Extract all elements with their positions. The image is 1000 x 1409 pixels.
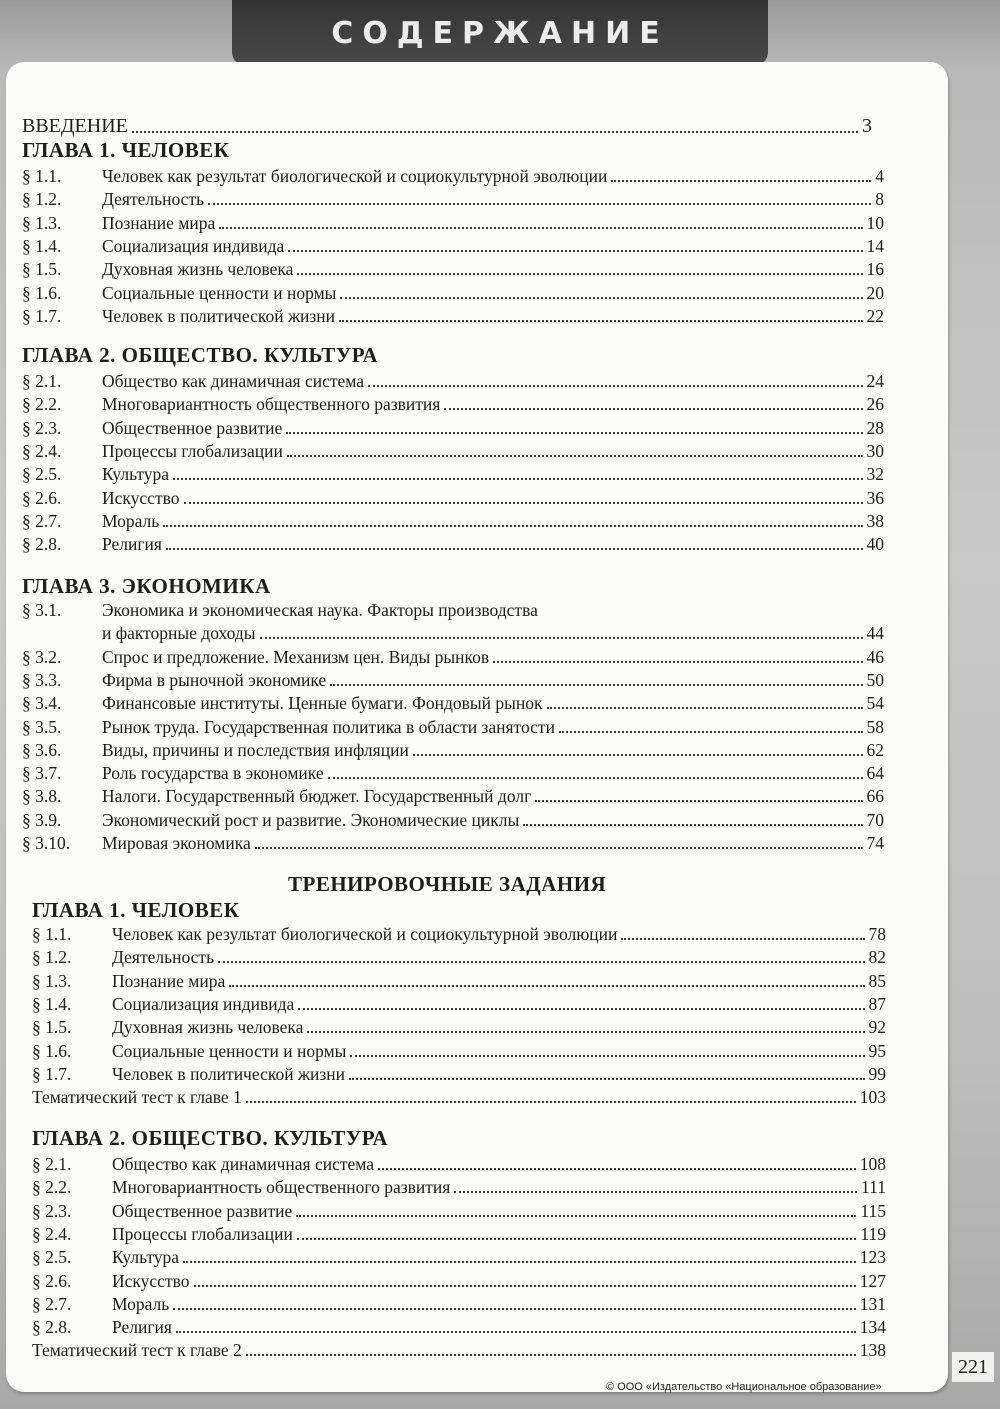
- toc-entry[interactable]: [32, 1316, 886, 1338]
- section-number: § 2.2.: [32, 1177, 72, 1198]
- toc-entry[interactable]: [22, 188, 884, 210]
- entry-title: Культура: [112, 1247, 180, 1268]
- dot-leader: [298, 1008, 864, 1010]
- dot-leader: [286, 432, 862, 434]
- dot-leader: [547, 707, 863, 709]
- toc-entry[interactable]: [22, 370, 884, 392]
- toc-entry[interactable]: [32, 1063, 886, 1085]
- section-number: § 2.8.: [32, 1317, 72, 1338]
- entry-title: Деятельность: [112, 947, 215, 968]
- section-number: § 1.6.: [32, 1040, 72, 1061]
- entry-title: Спрос и предложение. Механизм цен. Виды рынков: [102, 646, 490, 667]
- entry-page: 8: [875, 189, 884, 210]
- toc-entry[interactable]: [32, 1339, 886, 1361]
- dot-leader: [297, 273, 862, 275]
- toc-entry[interactable]: [32, 923, 886, 945]
- entry-title: Познание мира: [102, 212, 216, 233]
- entry-title: Человек в политической жизни: [112, 1063, 346, 1084]
- section-number: § 2.8.: [22, 534, 62, 555]
- dot-leader: [444, 408, 862, 410]
- entry-title: Процессы глобализации: [112, 1223, 293, 1244]
- dot-leader: [166, 548, 863, 550]
- entry-title: Социализация индивида: [102, 235, 285, 256]
- toc-entry[interactable]: [22, 646, 884, 668]
- dot-leader: [184, 502, 863, 504]
- toc-entry[interactable]: [32, 1016, 886, 1038]
- entry-title: Духовная жизнь человека: [102, 259, 294, 280]
- entry-title: Деятельность: [102, 189, 205, 210]
- dot-leader: [413, 754, 863, 756]
- section-number: § 3.7.: [22, 763, 62, 784]
- dot-leader: [454, 1191, 857, 1193]
- entry-title: Социальные ценности и нормы: [112, 1040, 347, 1061]
- toc-entry[interactable]: [22, 114, 872, 138]
- entry-page: 92: [868, 1017, 886, 1038]
- entry-page: 36: [866, 487, 884, 508]
- section-number: § 1.7.: [32, 1063, 72, 1084]
- entry-title: Духовная жизнь человека: [112, 1017, 304, 1038]
- chapter-heading: ГЛАВА 1. ЧЕЛОВЕК: [22, 138, 230, 162]
- dot-leader: [218, 961, 864, 963]
- dot-leader: [350, 1055, 864, 1057]
- toc-entry[interactable]: [22, 212, 884, 234]
- entry-page: 4: [875, 166, 884, 186]
- entry-title: Общественное развитие: [112, 1200, 293, 1221]
- dot-leader: [296, 1215, 856, 1217]
- dot-leader: [260, 637, 863, 639]
- entry-page: 87: [868, 993, 886, 1014]
- entry-title: Тематический тест к главе 2: [32, 1340, 242, 1361]
- entry-page: 28: [866, 417, 884, 438]
- dot-leader: [493, 661, 862, 663]
- entry-page: 16: [866, 259, 884, 280]
- entry-page: 22: [866, 305, 884, 326]
- toc-entry[interactable]: [22, 235, 884, 257]
- entry-page: 95: [868, 1040, 886, 1061]
- entry-title: Социализация индивида: [112, 993, 295, 1014]
- entry-page: 111: [861, 1177, 886, 1198]
- entry-title: Экономический рост и развитие. Экономические циклы: [102, 809, 520, 830]
- entry-title: ВВЕДЕНИЕ: [22, 115, 128, 137]
- section-number: § 1.3.: [32, 970, 72, 991]
- toc-entry[interactable]: [22, 440, 884, 462]
- toc-entry[interactable]: [22, 165, 884, 187]
- toc-entry[interactable]: [22, 463, 884, 485]
- entry-page: 26: [866, 394, 884, 415]
- chapter-heading: ГЛАВА 2. ОБЩЕСТВО. КУЛЬТУРА: [22, 343, 379, 367]
- table-of-contents: [6, 62, 948, 1392]
- dot-leader: [246, 1354, 856, 1356]
- entry-page: 108: [859, 1154, 886, 1174]
- section-number: § 3.1.: [22, 600, 62, 620]
- dot-leader: [378, 1168, 856, 1170]
- entry-page: 14: [866, 235, 884, 256]
- toc-entry[interactable]: [32, 1200, 886, 1222]
- toc-entry[interactable]: [32, 993, 886, 1015]
- section-number: § 2.5.: [32, 1247, 72, 1268]
- entry-title: Религия: [102, 534, 162, 555]
- entry-page: 3: [862, 115, 872, 137]
- dot-leader: [163, 525, 862, 527]
- dot-leader: [330, 684, 862, 686]
- section-number: § 2.1.: [22, 371, 62, 391]
- entry-title: Тематический тест к главе 1: [32, 1087, 242, 1108]
- entry-page: 119: [860, 1223, 886, 1244]
- entry-page: 40: [866, 534, 884, 555]
- entry-page: 62: [866, 739, 884, 760]
- entry-title: Человек как результат биологической и социокультурной эволюции: [102, 166, 608, 186]
- dot-leader: [368, 385, 862, 387]
- entry-page: 138: [859, 1340, 886, 1361]
- dot-leader: [176, 1331, 856, 1333]
- entry-page: 50: [866, 669, 884, 690]
- toc-entry[interactable]: [32, 1223, 886, 1245]
- entry-title: Финансовые институты. Ценные бумаги. Фондовый рынок: [102, 693, 543, 714]
- section-number: § 2.7.: [32, 1293, 72, 1314]
- dot-leader: [229, 985, 864, 987]
- entry-page: 131: [859, 1293, 886, 1314]
- entry-title: Мораль: [102, 510, 160, 531]
- entry-title: Общество как динамичная система: [102, 371, 365, 391]
- section-number: § 2.5.: [22, 464, 62, 485]
- entry-page: 46: [866, 646, 884, 667]
- entry-page: 123: [859, 1247, 886, 1268]
- entry-page: 66: [866, 786, 884, 807]
- entry-page: 78: [868, 924, 886, 944]
- section-number: § 1.2.: [32, 947, 72, 968]
- section-number: § 1.3.: [22, 212, 62, 233]
- entry-title: Мораль: [112, 1293, 170, 1314]
- toc-entry[interactable]: [32, 1270, 886, 1292]
- toc-entry[interactable]: [22, 832, 884, 854]
- entry-title: Общественное развитие: [102, 417, 283, 438]
- section-number: § 3.2.: [22, 646, 62, 667]
- entry-title: Искусство: [102, 487, 180, 508]
- entry-title: Многовариантность общественного развития: [102, 394, 441, 415]
- entry-page: 10: [866, 212, 884, 233]
- toc-entry[interactable]: [32, 1293, 886, 1315]
- entry-page: 38: [866, 510, 884, 531]
- entry-title: Познание мира: [112, 970, 226, 991]
- section-number: § 2.2.: [22, 394, 62, 415]
- entry-title: Общество как динамичная система: [112, 1154, 375, 1174]
- dot-leader: [183, 1261, 856, 1263]
- entry-title: Роль государства в экономике: [102, 763, 324, 784]
- dot-leader: [523, 824, 862, 826]
- section-number: § 2.3.: [22, 417, 62, 438]
- entry-title: Мировая экономика: [102, 833, 251, 853]
- page-number: 221: [952, 1352, 994, 1382]
- toc-entry[interactable]: [22, 533, 884, 555]
- dot-leader: [328, 777, 863, 779]
- section-number: § 2.4.: [32, 1223, 72, 1244]
- toc-entry[interactable]: [22, 785, 884, 807]
- entry-title-line: Экономика и экономическая наука. Факторы производства: [102, 600, 538, 620]
- toc-entry[interactable]: [102, 622, 884, 644]
- toc-entry[interactable]: [22, 258, 884, 280]
- dot-leader: [219, 227, 862, 229]
- dot-leader: [307, 1031, 864, 1033]
- entry-page: 58: [866, 716, 884, 737]
- entry-title: Процессы глобализации: [102, 440, 283, 461]
- section-number: § 1.5.: [22, 259, 62, 280]
- dot-leader: [621, 938, 864, 940]
- section-number: § 3.10.: [22, 833, 71, 853]
- dot-leader: [349, 1078, 864, 1080]
- section-number: § 2.4.: [22, 440, 62, 461]
- dot-leader: [255, 847, 863, 849]
- section-number: § 1.1.: [32, 924, 72, 944]
- section-number: § 3.6.: [22, 739, 62, 760]
- toc-entry[interactable]: [22, 305, 884, 327]
- section-number: § 1.4.: [22, 235, 62, 256]
- section-number: § 2.7.: [22, 510, 62, 531]
- chapter-heading: ГЛАВА 1. ЧЕЛОВЕК: [32, 898, 240, 922]
- dot-leader: [535, 800, 862, 802]
- entry-page: 44: [866, 623, 884, 644]
- section-heading: ТРЕНИРОВОЧНЫЕ ЗАДАНИЯ: [288, 872, 607, 896]
- entry-page: 30: [866, 440, 884, 461]
- toc-sheet: [6, 62, 948, 1392]
- toc-entry[interactable]: [22, 487, 884, 509]
- section-number: § 3.9.: [22, 809, 62, 830]
- toc-entry[interactable]: [32, 1040, 886, 1062]
- section-number: § 2.6.: [22, 487, 62, 508]
- dot-leader: [339, 320, 862, 322]
- toc-entry[interactable]: [22, 762, 884, 784]
- section-number: § 3.3.: [22, 669, 62, 690]
- toc-entry[interactable]: [22, 393, 884, 415]
- page-title: СОДЕРЖАНИЕ: [331, 16, 669, 51]
- entry-page: 32: [866, 464, 884, 485]
- entry-page: 24: [866, 371, 884, 391]
- toc-entry[interactable]: [32, 1086, 886, 1108]
- toc-entry[interactable]: [22, 282, 884, 304]
- entry-page: 103: [859, 1087, 886, 1108]
- entry-title: Виды, причины и последствия инфляции: [102, 739, 409, 760]
- section-number: § 1.5.: [32, 1017, 72, 1038]
- entry-page: 134: [859, 1317, 886, 1338]
- dot-leader: [611, 180, 871, 182]
- section-number: § 2.3.: [32, 1200, 72, 1221]
- entry-page: 85: [868, 970, 886, 991]
- dot-leader: [173, 1308, 855, 1310]
- header-tab: [232, 0, 768, 66]
- toc-entry[interactable]: [22, 417, 884, 439]
- entry-title: Рынок труда. Государственная политика в области занятости: [102, 716, 555, 737]
- section-number: § 3.5.: [22, 716, 62, 737]
- entry-title: Искусство: [112, 1270, 190, 1291]
- copyright-notice: © ООО «Издательство «Национальное образование»: [606, 1381, 882, 1393]
- toc-entry[interactable]: [32, 1176, 886, 1198]
- entry-page: 99: [868, 1063, 886, 1084]
- section-number: § 1.1.: [22, 166, 62, 186]
- section-number: § 1.2.: [22, 189, 62, 210]
- entry-page: 74: [866, 833, 884, 853]
- section-number: § 1.6.: [22, 282, 62, 303]
- toc-entry[interactable]: [22, 809, 884, 831]
- dot-leader: [173, 478, 862, 480]
- toc-entry[interactable]: [22, 739, 884, 761]
- entry-page: 54: [866, 693, 884, 714]
- toc-entry[interactable]: [22, 510, 884, 532]
- entry-title: Налоги. Государственный бюджет. Государственный долг: [102, 786, 532, 807]
- entry-page: 70: [866, 809, 884, 830]
- entry-page: 127: [859, 1270, 886, 1291]
- dot-leader: [297, 1238, 857, 1240]
- dot-leader: [288, 250, 862, 252]
- toc-entry[interactable]: [32, 1153, 886, 1175]
- entry-title: Религия: [112, 1317, 172, 1338]
- toc-entry[interactable]: [22, 716, 884, 738]
- entry-title: Культура: [102, 464, 170, 485]
- section-number: § 1.7.: [22, 305, 62, 326]
- dot-leader: [559, 731, 863, 733]
- dot-leader: [194, 1285, 856, 1287]
- toc-entry[interactable]: [32, 946, 886, 968]
- toc-entry[interactable]: [22, 692, 884, 714]
- section-number: § 2.1.: [32, 1154, 72, 1174]
- entry-page: 64: [866, 763, 884, 784]
- entry-page: 115: [860, 1200, 886, 1221]
- toc-entry[interactable]: [32, 1246, 886, 1268]
- section-number: § 1.4.: [32, 993, 72, 1014]
- chapter-heading: ГЛАВА 2. ОБЩЕСТВО. КУЛЬТУРА: [32, 1126, 389, 1150]
- chapter-heading: ГЛАВА 3. ЭКОНОМИКА: [22, 574, 271, 598]
- entry-page: 82: [868, 947, 886, 968]
- entry-title: и факторные доходы: [102, 623, 256, 644]
- section-number: § 3.8.: [22, 786, 62, 807]
- entry-title: Многовариантность общественного развития: [112, 1177, 451, 1198]
- section-number: § 2.6.: [32, 1270, 72, 1291]
- dot-leader: [340, 297, 862, 299]
- section-number: § 3.4.: [22, 693, 62, 714]
- entry-title: Фирма в рыночной экономике: [102, 669, 327, 690]
- dot-leader: [208, 203, 871, 205]
- dot-leader: [287, 455, 863, 457]
- entry-title: Человек в политической жизни: [102, 305, 336, 326]
- dot-leader: [246, 1101, 856, 1103]
- toc-entry[interactable]: [22, 669, 884, 691]
- toc-entry[interactable]: [32, 970, 886, 992]
- dot-leader: [132, 131, 858, 133]
- entry-title: Человек как результат биологической и социокультурной эволюции: [112, 924, 618, 944]
- entry-page: 20: [866, 282, 884, 303]
- entry-title: Социальные ценности и нормы: [102, 282, 337, 303]
